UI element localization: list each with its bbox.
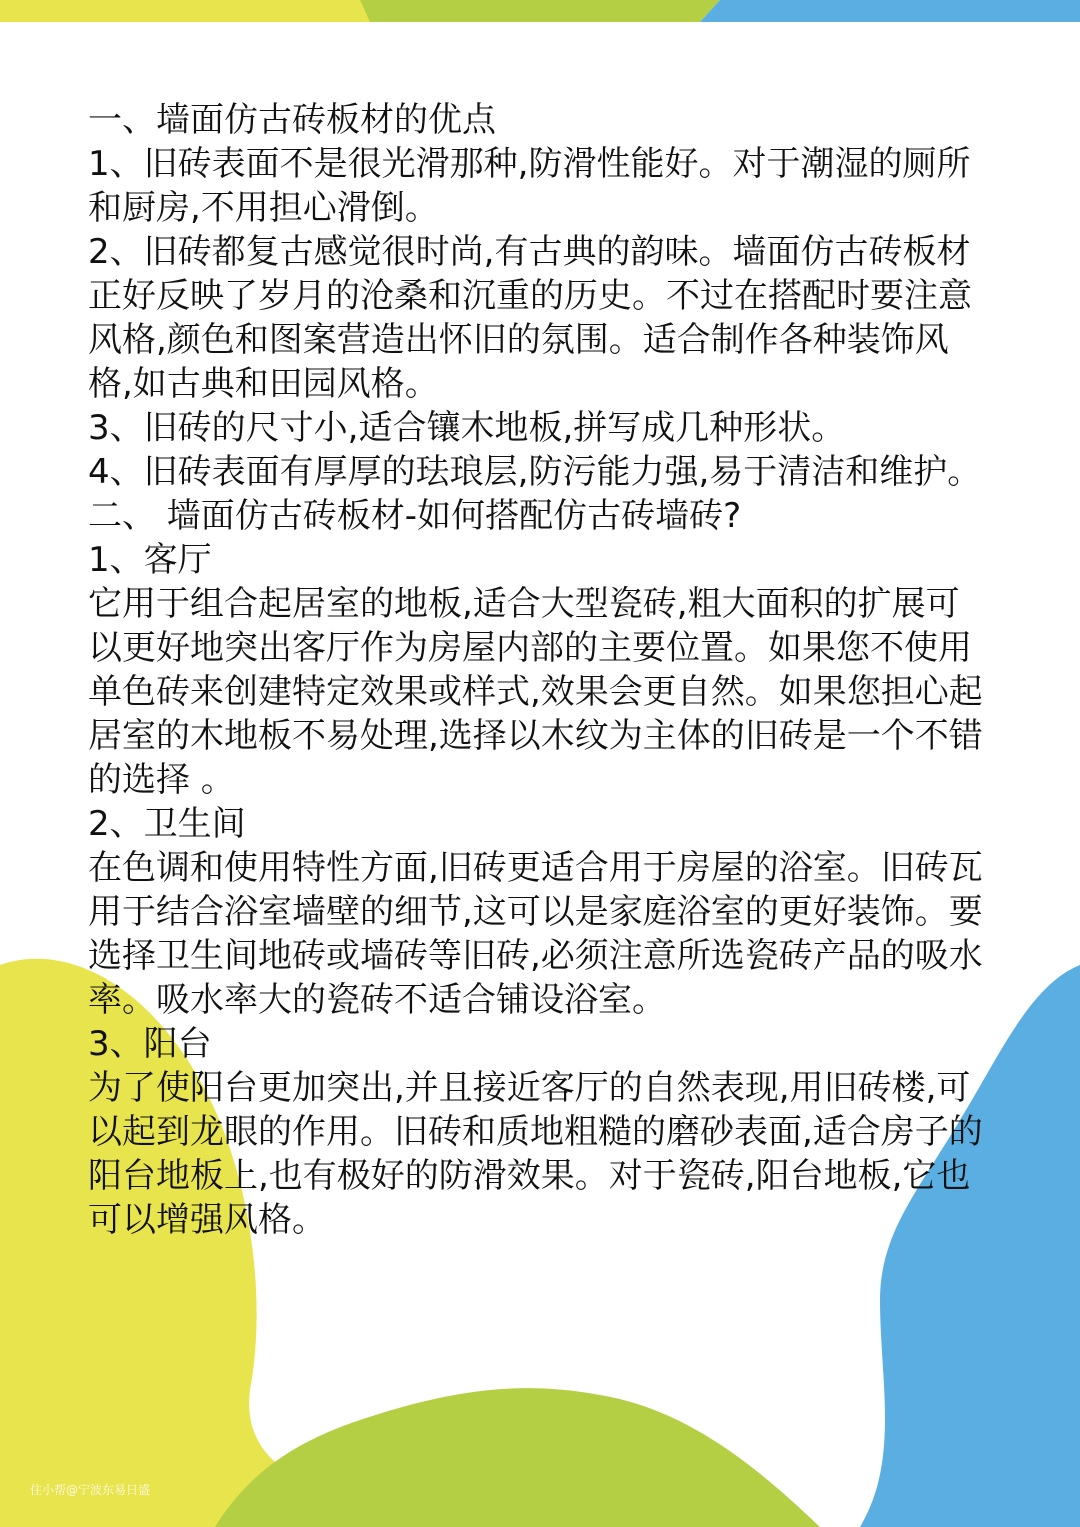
section2-subheading-balcony: 3、阳台 [88, 1024, 212, 1064]
section2-paragraph-bathroom: 在色调和使用特性方面,旧砖更适合用于房屋的浴室。旧砖瓦用于结合浴室墙壁的细节,这可以是家庭浴室的更好装饰。要选择卫生间地砖或墙砖等旧砖,必须注意所选瓷砖产品的吸水率。吸水率大的瓷砖不适合铺设浴室。 [88, 848, 983, 1020]
article-body [88, 98, 993, 1242]
green-wave-shape [215, 1388, 820, 1527]
section1-item-4: 4、旧砖表面有厚厚的珐琅层,防污能力强,易于清洁和维护。 [88, 452, 982, 492]
section1-item-1: 1、旧砖表面不是很光滑那种,防滑性能好。对于潮湿的厕所和厨房,不用担心滑倒。 [88, 144, 971, 228]
watermark-text: 住小帮@宁波东易日盛 [30, 1483, 151, 1497]
section2-subheading-living-room: 1、客厅 [88, 540, 212, 580]
top-bar-yellow [0, 0, 380, 22]
section2-subheading-bathroom: 2、卫生间 [88, 804, 246, 844]
section1-item-3: 3、旧砖的尺寸小,适合镶木地板,拼写成几种形状。 [88, 408, 846, 448]
section1-item-2: 2、旧砖都复古感觉很时尚,有古典的韵味。墙面仿古砖板材正好反映了岁月的沧桑和沉重的历史。不过在搭配时要注意风格,颜色和图案营造出怀旧的氛围。适合制作各种装饰风格,如古典和田园风格。 [88, 232, 972, 404]
top-bar-blue [700, 0, 1080, 22]
section2-paragraph-balcony: 为了使阳台更加突出,并且接近客厅的自然表现,用旧砖楼,可以起到龙眼的作用。旧砖和质地粗糙的磨砂表面,适合房子的阳台地板上,也有极好的防滑效果。对于瓷砖,阳台地板,它也可以增强风格。 [88, 1068, 983, 1240]
section2-paragraph-living-room: 它用于组合起居室的地板,适合大型瓷砖,粗大面积的扩展可以更好地突出客厅作为房屋内部的主要位置。如果您不使用单色砖来创建特定效果或样式,效果会更自然。如果您担心起居室的木地板不易处理,选择以木纹为主体的旧砖是一个不错的选择 。 [88, 584, 983, 800]
top-bar-green [360, 0, 720, 22]
section2-heading: 二、 墙面仿古砖板材-如何搭配仿古砖墙砖? [88, 496, 742, 536]
section1-heading: 一、墙面仿古砖板材的优点 [88, 100, 496, 140]
